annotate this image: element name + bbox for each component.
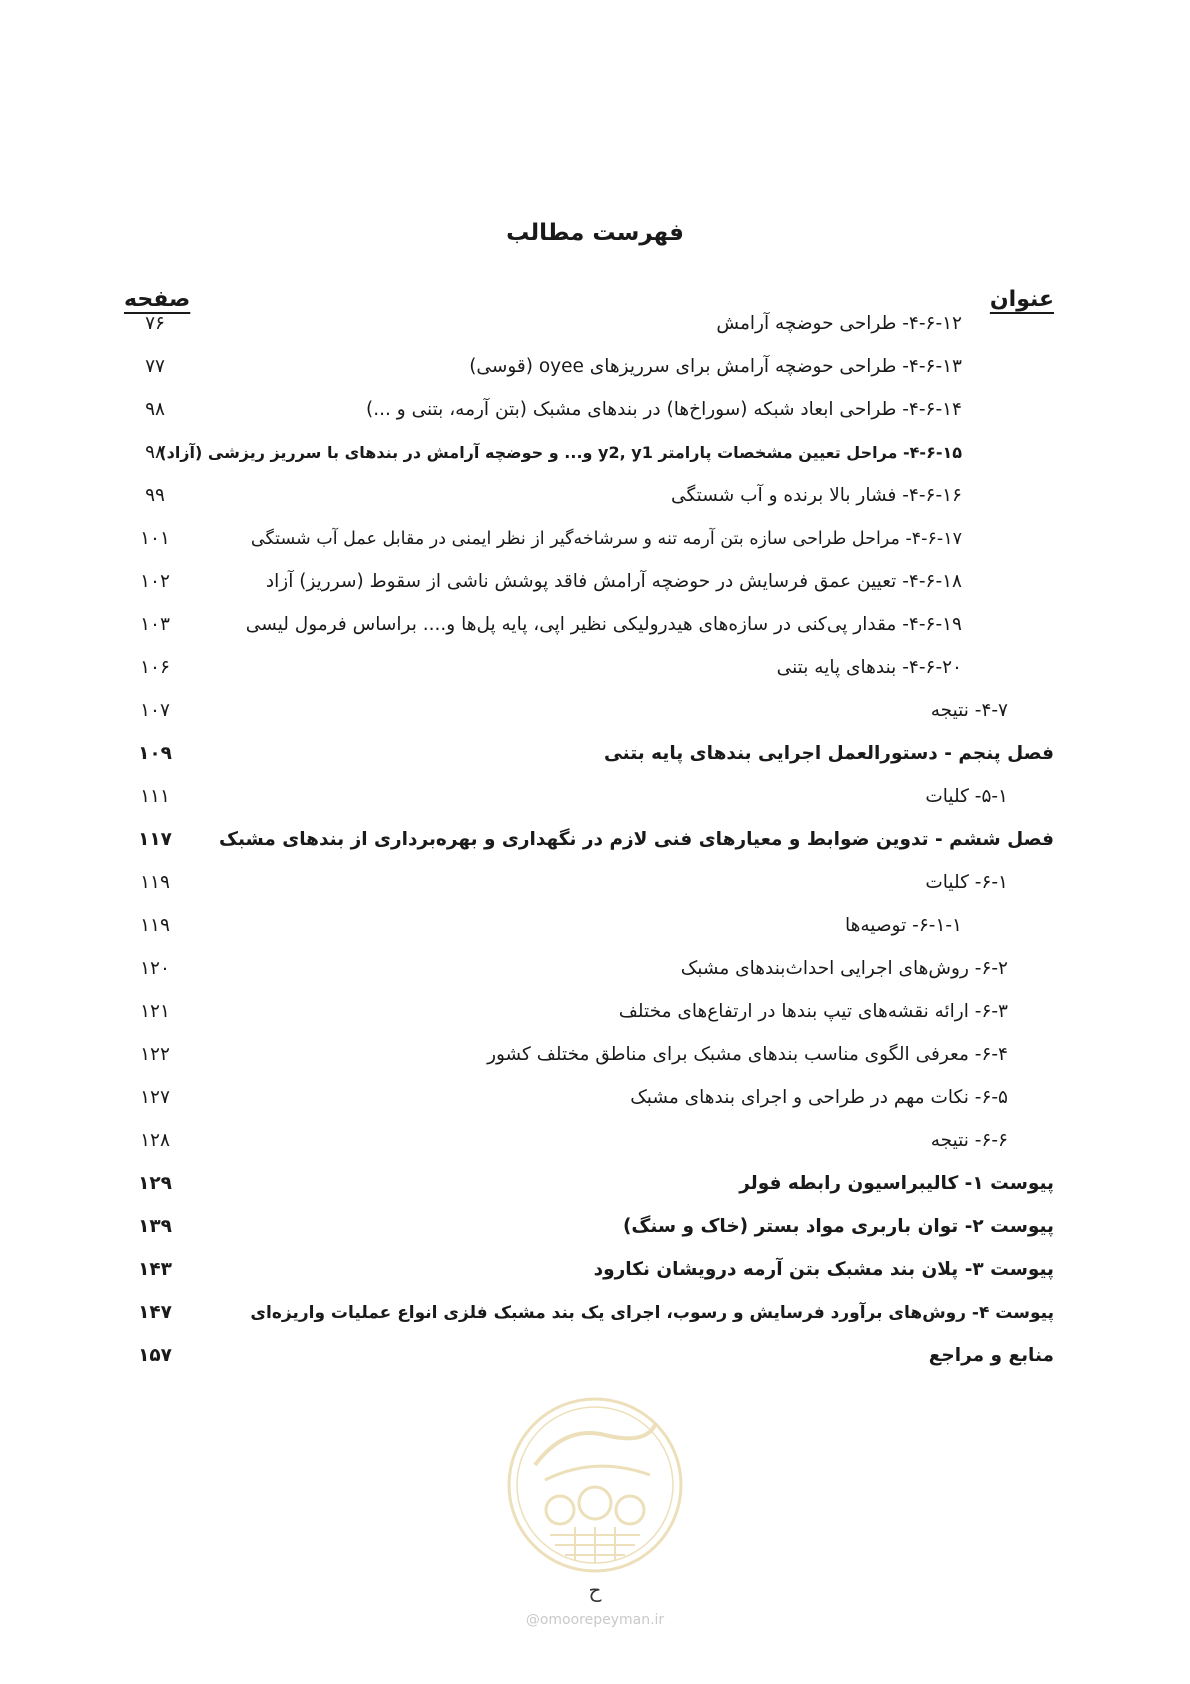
toc-entry-title[interactable]: ۴-۶-۱۲- طراحی حوضچه آرامش — [716, 313, 962, 334]
toc-entry-page: ۱۳۹ — [138, 1216, 172, 1237]
toc-row[interactable] — [0, 1121, 1190, 1161]
appendix-entry-title[interactable]: پیوست ۳- پلان بند مشبک بتن آرمه درویشان نکارود — [593, 1259, 1054, 1280]
toc-row[interactable] — [0, 347, 1190, 387]
toc-entry-page: ۱۰۳ — [140, 614, 170, 635]
toc-entry-title[interactable]: ۶-۱- کلیات — [925, 872, 1008, 893]
toc-entry-title[interactable]: ۴-۷- نتیجه — [930, 700, 1008, 721]
toc-row[interactable] — [0, 1250, 1190, 1290]
appendix-entry-title[interactable]: پیوست ۲- توان باربری مواد بستر (خاک و سنگ) — [622, 1216, 1054, 1237]
toc-entry-page: ۱۱۱ — [140, 786, 170, 807]
toc-entry-title[interactable]: ۶-۱-۱- توصیه‌ها — [844, 915, 962, 936]
page-title: فهرست مطالب — [506, 220, 684, 246]
toc-entry-page: ۹۹ — [145, 485, 165, 506]
toc-entry-page: ۱۲۹ — [138, 1173, 172, 1194]
toc-entry-title[interactable]: ۶-۲- روش‌های اجرایی احداث‌بندهای مشبک — [680, 958, 1008, 979]
chapter-entry-title[interactable]: فصل پنجم - دستورالعمل اجرایی بندهای پایه بتنی — [603, 743, 1054, 764]
toc-row[interactable] — [0, 304, 1190, 344]
toc-entry-title[interactable]: ۶-۵- نکات مهم در طراحی و اجرای بندهای مشبک — [630, 1087, 1008, 1108]
toc-entry-title[interactable]: ۵-۱- کلیات — [925, 786, 1008, 807]
toc-entry-page: ۱۴۷ — [138, 1302, 172, 1323]
toc-entry-page: ۱۲۸ — [140, 1130, 170, 1151]
toc-row[interactable] — [0, 605, 1190, 645]
toc-row[interactable] — [0, 1207, 1190, 1247]
toc-row[interactable] — [0, 1164, 1190, 1204]
toc-entry-title[interactable]: ۴-۶-۲۰- بندهای پایه بتنی — [776, 657, 962, 678]
toc-row[interactable] — [0, 949, 1190, 989]
toc-entry-page: ۱۰۷ — [140, 700, 170, 721]
toc-row[interactable] — [0, 1336, 1190, 1376]
toc-entry-title[interactable]: ۶-۳- ارائه نقشه‌های تیپ بندها در ارتفاع‌های مختلف — [618, 1001, 1008, 1022]
toc-entry-title[interactable]: ۶-۶- نتیجه — [930, 1130, 1008, 1151]
page-column-header: صفحه — [124, 287, 191, 312]
toc-row[interactable] — [0, 1035, 1190, 1075]
toc-entry-page: ۷۶ — [145, 313, 165, 334]
toc-entry-page: ۱۰۶ — [140, 657, 170, 678]
toc-row[interactable] — [0, 433, 1190, 473]
toc-row[interactable] — [0, 519, 1190, 559]
appendix-entry-title[interactable]: پیوست ۴- روش‌های برآورد فرسایش و رسوب، اجرای یک بند مشبک فلزی انواع عملیات واریزه‌ای — [250, 1303, 1054, 1323]
toc-row[interactable] — [0, 1078, 1190, 1118]
toc-entry-page: ۱۲۷ — [140, 1087, 170, 1108]
toc-entry-page: ۱۰۱ — [140, 528, 170, 549]
toc-entry-page: ۱۲۲ — [140, 1044, 170, 1065]
toc-row[interactable] — [0, 1293, 1190, 1333]
toc-entry-title[interactable]: ۴-۶-۱۶- فشار بالا برنده و آب شستگی — [671, 485, 962, 506]
chapter-entry-title[interactable]: فصل ششم - تدوین ضوابط و معیارهای فنی لازم در نگهداری و بهره‌برداری از بندهای مشبک — [219, 829, 1054, 850]
toc-entry-page: ۱۱۹ — [140, 872, 170, 893]
references-entry-title[interactable]: منابع و مراجع — [928, 1345, 1054, 1366]
footer-url: @omoorepeyman.ir — [525, 1612, 665, 1628]
toc-entry-title[interactable]: ۴-۶-۱۵- مراحل تعیین مشخصات پارامتر y2, y1 و... و حوضچه آرامش در بندهای با سرریز ریزشی (آزاد) — [159, 443, 962, 462]
toc-entry-page: ۷۷ — [145, 356, 165, 377]
toc-entry-title[interactable]: ۴-۶-۱۴- طراحی ابعاد شبکه (سوراخ‌ها) در بندهای مشبک (بتن آرمه، بتنی و ...) — [366, 399, 962, 420]
appendix-entry-title[interactable]: پیوست ۱- کالیبراسیون رابطه فولر — [739, 1173, 1054, 1194]
toc-row[interactable] — [0, 863, 1190, 903]
toc-row[interactable] — [0, 777, 1190, 817]
toc-entry-page: ۱۲۱ — [140, 1001, 170, 1022]
toc-entry-page: ۱۲۰ — [140, 958, 170, 979]
toc-entry-page: ۱۴۳ — [138, 1259, 172, 1280]
toc-row[interactable] — [0, 992, 1190, 1032]
toc-row[interactable] — [0, 691, 1190, 731]
page-number-letter: ح — [588, 1578, 602, 1602]
toc-row[interactable] — [0, 648, 1190, 688]
toc-entry-page: ۱۱۹ — [140, 915, 170, 936]
toc-row[interactable] — [0, 820, 1190, 860]
toc-row[interactable] — [0, 476, 1190, 516]
toc-entry-title[interactable]: ۴-۶-۱۳- طراحی حوضچه آرامش برای سرریزهای oyee (قوسی) — [469, 356, 962, 377]
toc-entry-title[interactable]: ۴-۶-۱۹- مقدار پی‌کنی در سازه‌های هیدرولیکی نظیر اپی، پایه پل‌ها و.... براساس فرمول لیسی — [245, 614, 962, 635]
toc-row[interactable] — [0, 390, 1190, 430]
toc-entry-title[interactable]: ۴-۶-۱۷- مراحل طراحی سازه بتن آرمه تنه و سرشاخه‌گیر از نظر ایمنی در مقابل عمل آب شستگی — [250, 529, 962, 549]
toc-row[interactable] — [0, 562, 1190, 602]
toc-entry-page: ۱۰۹ — [138, 743, 172, 764]
toc-entry-page: ۱۵۷ — [138, 1345, 172, 1366]
publisher-logo-watermark — [505, 1395, 685, 1575]
title-column-header: عنوان — [989, 287, 1054, 312]
toc-row[interactable] — [0, 734, 1190, 774]
toc-entry-page: ۹۸ — [145, 399, 165, 420]
toc-entry-page: ۱۰۲ — [140, 571, 170, 592]
toc-entry-title[interactable]: ۶-۴- معرفی الگوی مناسب بندهای مشبک برای مناطق مختلف کشور — [487, 1044, 1008, 1065]
toc-entry-page: ۹۸ — [145, 442, 165, 463]
toc-entry-page: ۱۱۷ — [138, 829, 172, 850]
toc-entry-title[interactable]: ۴-۶-۱۸- تعیین عمق فرسایش در حوضچه آرامش فاقد پوشش ناشی از سقوط (سرریز) آزاد — [265, 571, 962, 592]
toc-row[interactable] — [0, 906, 1190, 946]
